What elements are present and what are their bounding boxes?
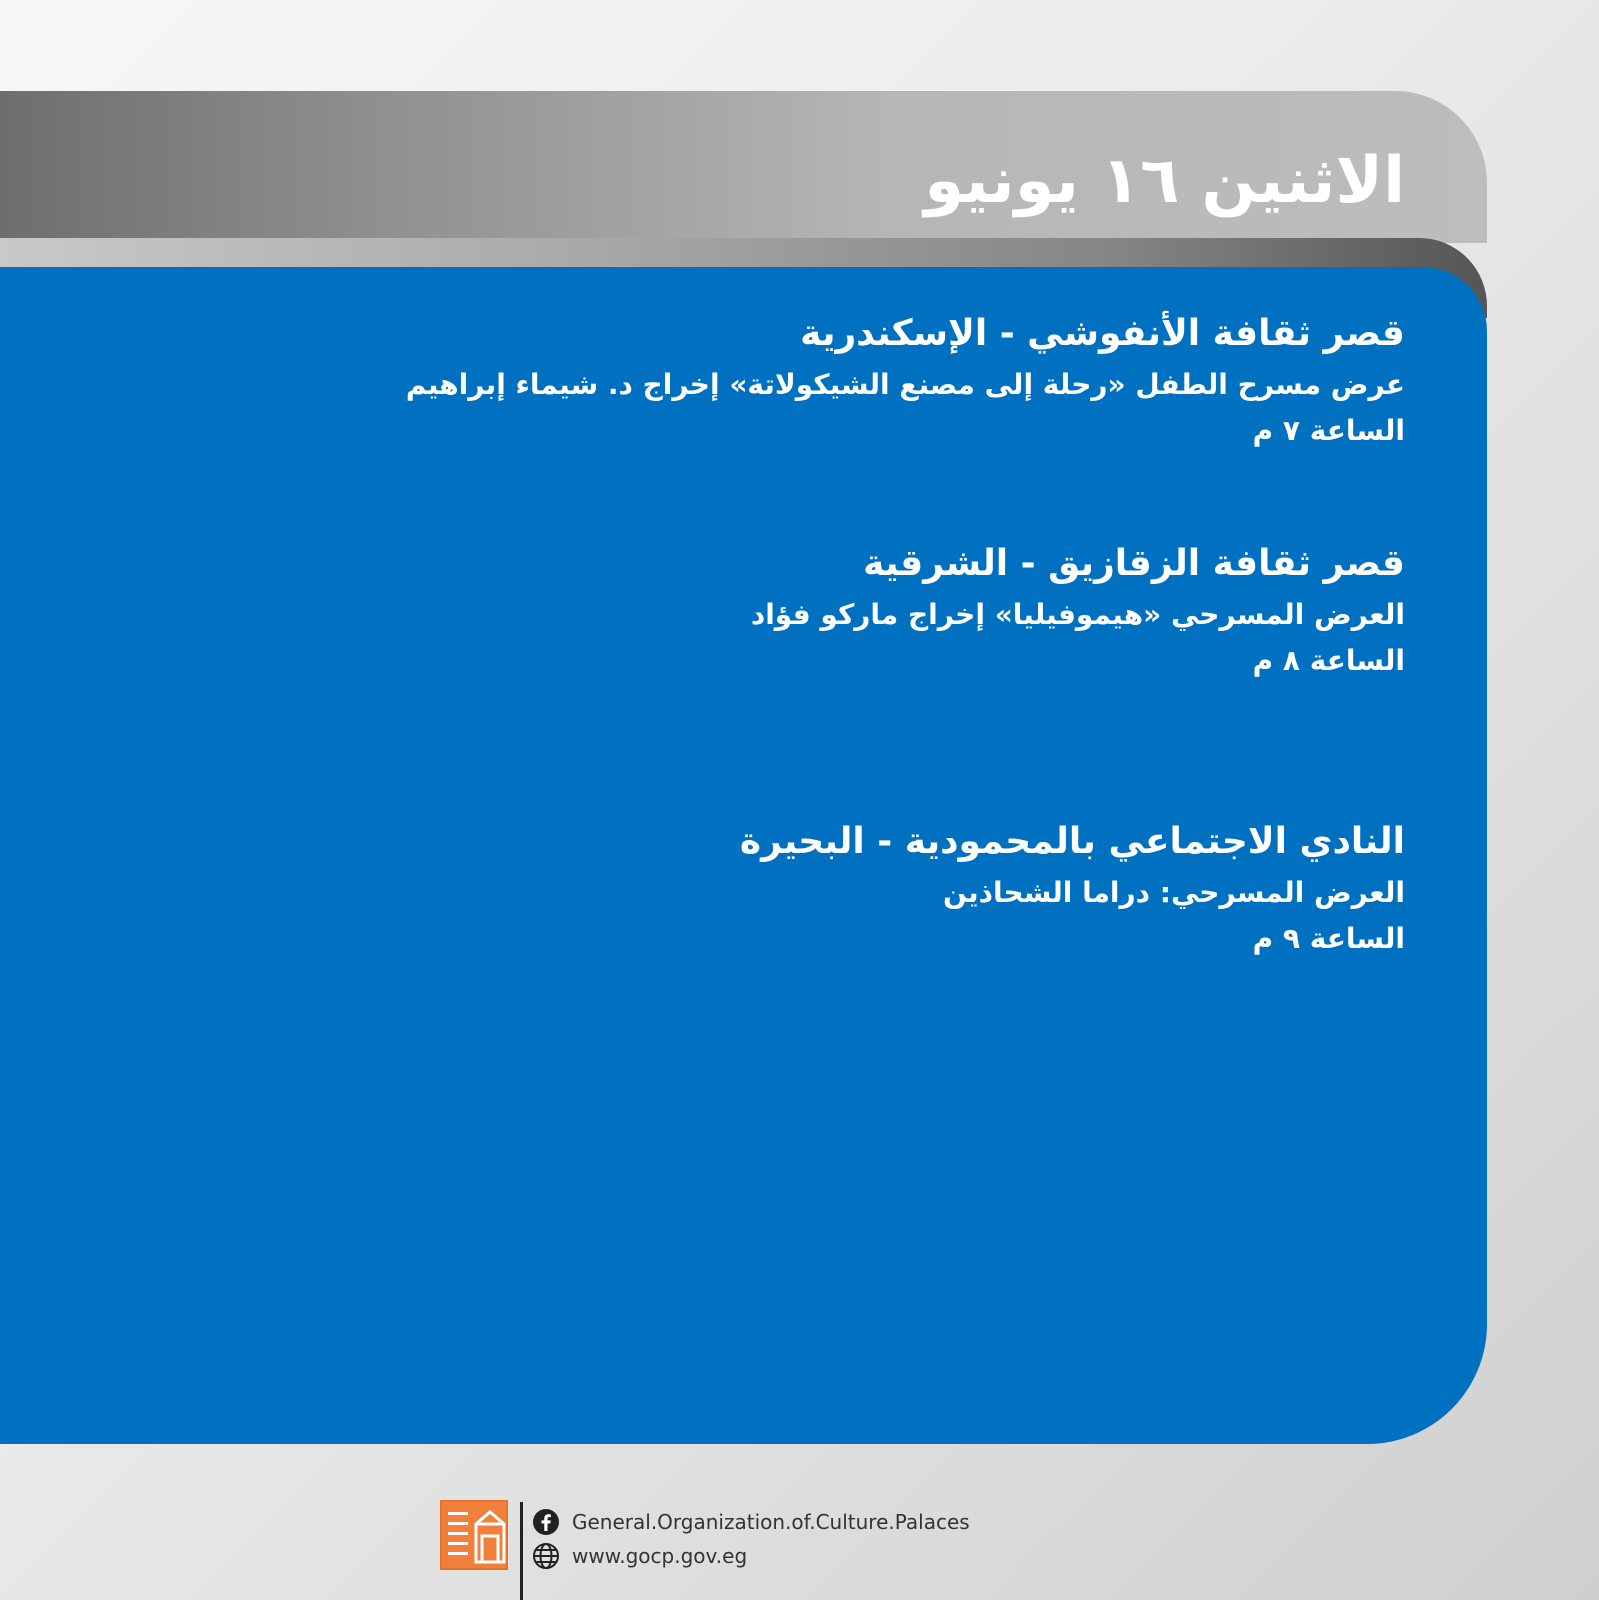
organization-logo: [440, 1500, 508, 1570]
website-url: www.gocp.gov.eg: [572, 1544, 748, 1568]
facebook-link[interactable]: [532, 1508, 970, 1536]
page-title: الاثنين ١٦ يونيو: [924, 144, 1405, 218]
event-show: العرض المسرحي «هيموفيليا» إخراج ماركو فؤاد: [750, 598, 1405, 631]
facebook-page-name: General.Organization.of.Culture.Palaces: [572, 1510, 970, 1534]
footer: [440, 1500, 970, 1600]
event-venue: قصر ثقافة الزقازيق - الشرقية: [863, 543, 1405, 584]
footer-divider: [520, 1502, 523, 1600]
event-time: الساعة ٧ م: [1252, 414, 1405, 447]
globe-icon: [532, 1542, 560, 1570]
event-show: عرض مسرح الطفل «رحلة إلى مصنع الشيكولاتة» إخراج د. شيماء إبراهيم: [405, 368, 1405, 401]
website-link[interactable]: [532, 1542, 747, 1570]
event-item: [740, 814, 1405, 962]
event-show: العرض المسرحي: دراما الشحاذين: [942, 876, 1405, 909]
event-venue: قصر ثقافة الأنفوشي - الإسكندرية: [800, 313, 1405, 354]
facebook-icon: [532, 1508, 560, 1536]
event-time: الساعة ٩ م: [1252, 922, 1405, 955]
event-time: الساعة ٨ م: [1252, 644, 1405, 677]
event-item: [751, 536, 1405, 684]
palace-logo-icon: [442, 1502, 510, 1572]
event-venue: النادي الاجتماعي بالمحمودية - البحيرة: [739, 821, 1405, 862]
event-item: [406, 306, 1405, 454]
